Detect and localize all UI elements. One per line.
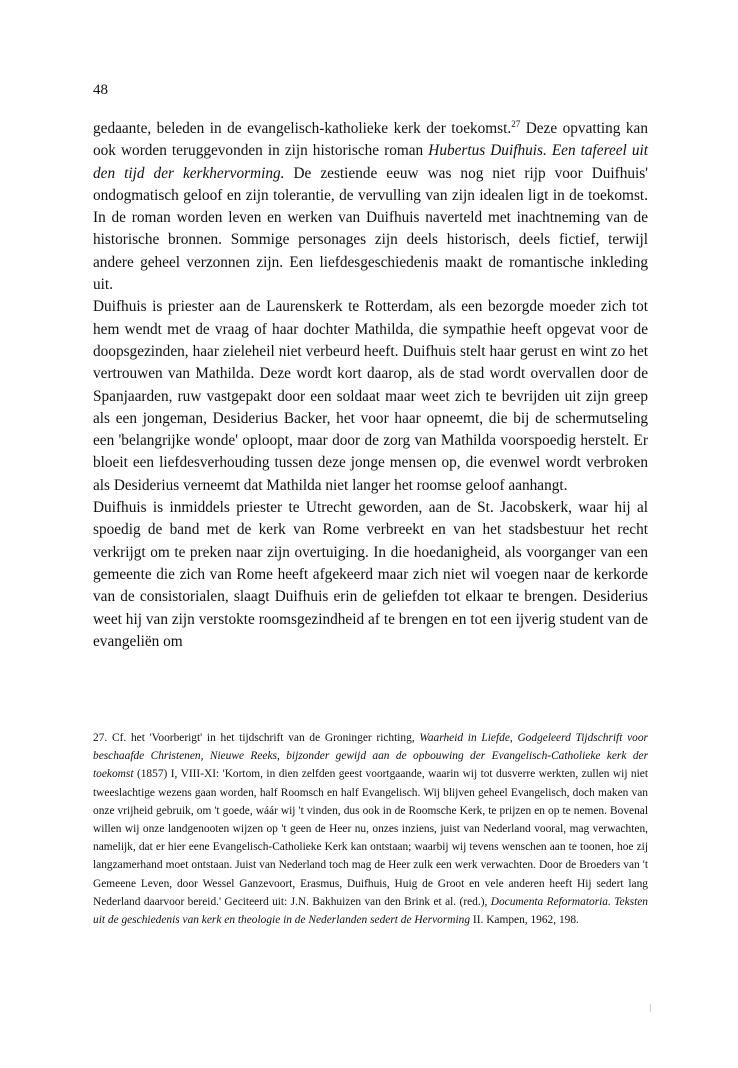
paragraph [93,497,648,653]
text-run: 27. Cf. het 'Voorberigt' in het tijdschrift van de Groninger richting, [93,732,420,744]
text-run: (1857) I, VIII-XI: 'Kortom, in dien zelfden geest voortgaande, waarin wij tot dusverre werkten, zullen wij niet tweeslachtige wezens gaan worden, half Roomsch en half Evangelisch. Wij blijven geheel Evangelisch, doch maken van onze vrijheid gebruik, om 't goede, wáár wij 't vinden, dus ook in de Roomsche Kerk, te prijzen en op te nemen. Bovenal willen wij onze landgenooten wijzen op 't geen de Heer nu, onzes inziens, juist van Nederland vooral, mag verwachten, namelijk, dat er hier eene Evangelisch-Catholieke Kerk kan ontstaan; waarbij wij tevens wenschen aan te toonen, hoe zij langzamerhand moet ontstaan. Juist van Nederland toch mag de Heer zulk een werk verwachten. Door de Broeders van 't Gemeene Leven, door Wessel Ganzevoort, Erasmus, Duifhuis, Huig de Groot en vele anderen heeft Hij sedert lang Nederland daarvoor bereid.' Geciteerd uit: J.N. Bakhuizen van den Brink et al. (red.), [93,768,648,908]
page-number: 48 [93,82,108,98]
text-run: Duifhuis is priester aan de Laurenskerk te Rotterdam, als een bezorgde moeder zich tot hem wendt met de vraag of haar dochter Mathilda, die sympathie heeft opgevat voor de doopsgezinden, haar zieleheil niet verbeurd heeft. Duifhuis stelt haar gerust en wint zo het vertrouwen van Mathilda. Deze wordt kort daarop, als de stad wordt overvallen door de Spanjaarden, ruw vastgepakt door een soldaat maar weet zich te bevrijden uit zijn greep als een jongeman, Desiderius Backer, het voor haar opneemt, die bij de schermutseling een 'belangrijke wonde' oploopt, maar door de zorg van Mathilda voorspoedig herstelt. Er bloeit een liefdesverhouding tussen deze jonge mensen op, die evenwel wordt verbroken als Desiderius verneemt dat Mathilda niet langer het roomse geloof aanhangt. [93,298,648,494]
text-run: De zestiende eeuw was nog niet rijp voor Duifhuis' ondogmatisch geloof en zijn tolerantie, de vervulling van zijn idealen ligt in de toekomst. In de roman worden leven en werken van Duifhuis naverteld met inachtneming van de historische bronnen. Sommige personages zijn deels historisch, deels fictief, terwijl andere geheel verzonnen zijn. Een liefdesgeschiedenis maakt de romantische inkleding uit. [93,164,648,294]
text-run: gedaante, beleden in de evangelisch-katholieke kerk der toekomst. [93,120,512,137]
paragraph [93,118,648,296]
text-run: Duifhuis is inmiddels priester te Utrecht geworden, aan de St. Jacobskerk, waar hij al spoedig de band met de kerk van Rome verbreekt en van het stadsbestuur het recht verkrijgt om te preken naar zijn overtuiging. In die hoedanigheid, als voorganger van een gemeente die zich van Rome heeft afgekeerd maar zich niet wil voegen naar de kerkorde van de consistorialen, slaagt Duifhuis erin de geliefden tot elkaar te brengen. Desiderius weet hij van zijn verstokte roomsgezindheid af te brengen en tot een ijverig student van de evangeliën om [93,499,648,650]
text-run: Deze opvatting kan ook worden teruggevonden in zijn historische roman [93,120,648,160]
scan-mark [650,1004,651,1012]
body-text [93,118,648,653]
text-run: II. Kampen, 1962, 198. [470,914,579,927]
footnote [93,729,648,929]
italic-text: Waarheid in Liefde, Godgeleerd Tijdschrift voor beschaafde Christenen, Nieuwe Reeks, bijzonder gewijd aan de opbouwing der Evangelisch-Catholieke kerk der toekomst [93,732,648,781]
paragraph [93,296,648,497]
footnote-ref: 27 [511,119,521,129]
italic-text: Documenta Reformatoria. Teksten uit de geschiedenis van kerk en theologie in de Nederlanden sedert de Hervorming [93,895,648,927]
italic-text: Hubertus Duifhuis. Een tafereel uit den tijd der kerkhervorming. [93,142,648,182]
